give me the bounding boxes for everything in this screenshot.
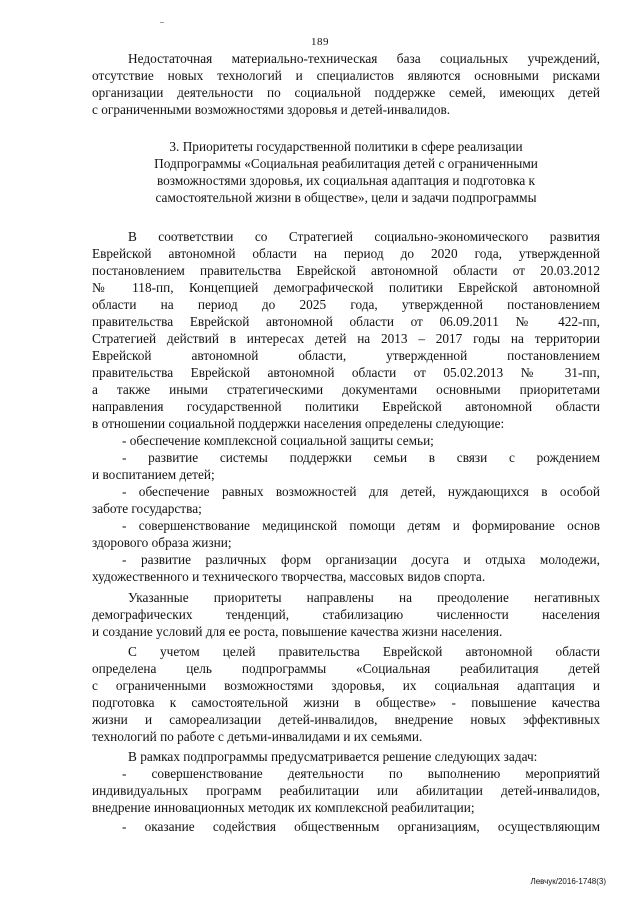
paragraph-line: и создание условий для ее роста, повышение качества жизни населения. xyxy=(92,624,503,639)
paragraph-line: технологий по работе с детьми-инвалидами и их семьями. xyxy=(92,729,423,744)
paragraph-line: области на период до 2025 года, утвержденной постановлением xyxy=(92,297,600,312)
paragraph-line: правительства Еврейской автономной области от 05.02.2013 № 31-пп, xyxy=(92,365,600,380)
paragraph-line: В соответствии со Стратегией социально-экономического развития xyxy=(128,229,600,244)
paragraph-line: Стратегией действий в интересах детей на 2013 – 2017 годы на территории xyxy=(92,331,600,346)
paragraph-line: Указанные приоритеты направлены на преодоление негативных xyxy=(128,590,600,605)
list-item: - развитие системы поддержки семьи в связи с рождением xyxy=(122,450,600,465)
paragraph-line: с ограниченными возможностями здоровья, их социальная адаптация и xyxy=(92,678,600,693)
list-item: художественного и технического творчества, массовых видов спорта. xyxy=(92,569,486,584)
section-heading-line: возможностями здоровья, их социальная адаптация и подготовка к xyxy=(156,173,536,188)
paragraph-line: направления государственной политики Еврейской автономной области xyxy=(92,399,600,414)
paragraph-line: демографических тенденций, стабилизацию численности населения xyxy=(92,607,600,622)
paragraph-line: правительства Еврейской автономной области от 06.09.2011 № 422-пп, xyxy=(92,314,600,329)
list-item: индивидуальных программ реабилитации или абилитации детей-инвалидов, xyxy=(92,783,600,798)
paragraph-line: организации деятельности по социальной поддержке семей, имеющих детей xyxy=(92,85,600,100)
list-item: здорового образа жизни; xyxy=(92,535,232,550)
list-item: - оказание содействия общественным организациям, осуществляющим xyxy=(122,819,600,834)
paragraph-line: С учетом целей правительства Еврейской автономной области xyxy=(128,644,600,659)
paragraph-line: постановлением правительства Еврейской автономной области от 20.03.2012 xyxy=(92,263,600,278)
list-item: - обеспечение комплексной социальной защиты семьи; xyxy=(122,433,434,448)
list-item: - обеспечение равных возможностей для детей, нуждающихся в особой xyxy=(122,484,600,499)
page-number: 189 xyxy=(311,36,329,48)
paragraph-line: В рамках подпрограммы предусматривается решение следующих задач: xyxy=(128,749,538,764)
list-item: внедрение инновационных методик их комплексной реабилитации; xyxy=(92,800,475,815)
paragraph-line: а также иными стратегическими документами основными приоритетами xyxy=(92,382,600,397)
paragraph-line: жизни и самореализации детей-инвалидов, внедрение новых эффективных xyxy=(92,712,600,727)
scan-mark xyxy=(160,22,164,23)
paragraph-line: Недостаточная материально-техническая база социальных учреждений, xyxy=(128,51,600,66)
list-item: - развитие различных форм организации досуга и отдыха молодежи, xyxy=(122,552,600,567)
paragraph-line: № 118-пп, Концепцией демографической политики Еврейской автономной xyxy=(92,280,600,295)
paragraph-line: Еврейской автономной области, утвержденной постановлением xyxy=(92,348,600,363)
list-item: - совершенствование медицинской помощи детям и формирование основ xyxy=(122,518,600,533)
paragraph-line: в отношении социальной поддержки населения определены следующие: xyxy=(92,416,505,431)
paragraph-line: Еврейской автономной области на период до 2020 года, утвержденной xyxy=(92,246,600,261)
section-heading-line: Подпрограммы «Социальная реабилитация детей с ограниченными xyxy=(154,156,538,171)
paragraph-line: определена цель подпрограммы «Социальная реабилитация детей xyxy=(92,661,600,676)
paragraph-line: подготовка к самостоятельной жизни в обществе» - повышение качества xyxy=(92,695,600,710)
section-heading-line: самостоятельной жизни в обществе», цели и задачи подпрограммы xyxy=(155,190,537,205)
paragraph-line: отсутствие новых технологий и специалистов являются основными рисками xyxy=(92,68,600,83)
paragraph-line: с ограниченными возможностями здоровья и детей-инвалидов. xyxy=(92,102,451,117)
section-heading-line: 3. Приоритеты государственной политики в сфере реализации xyxy=(169,139,523,154)
list-item: - совершенствование деятельности по выполнению мероприятий xyxy=(122,766,600,781)
list-item: и воспитанием детей; xyxy=(92,467,215,482)
document-footer-code: Левчук/2016-1748(3) xyxy=(530,877,606,886)
list-item: заботе государства; xyxy=(92,501,202,516)
